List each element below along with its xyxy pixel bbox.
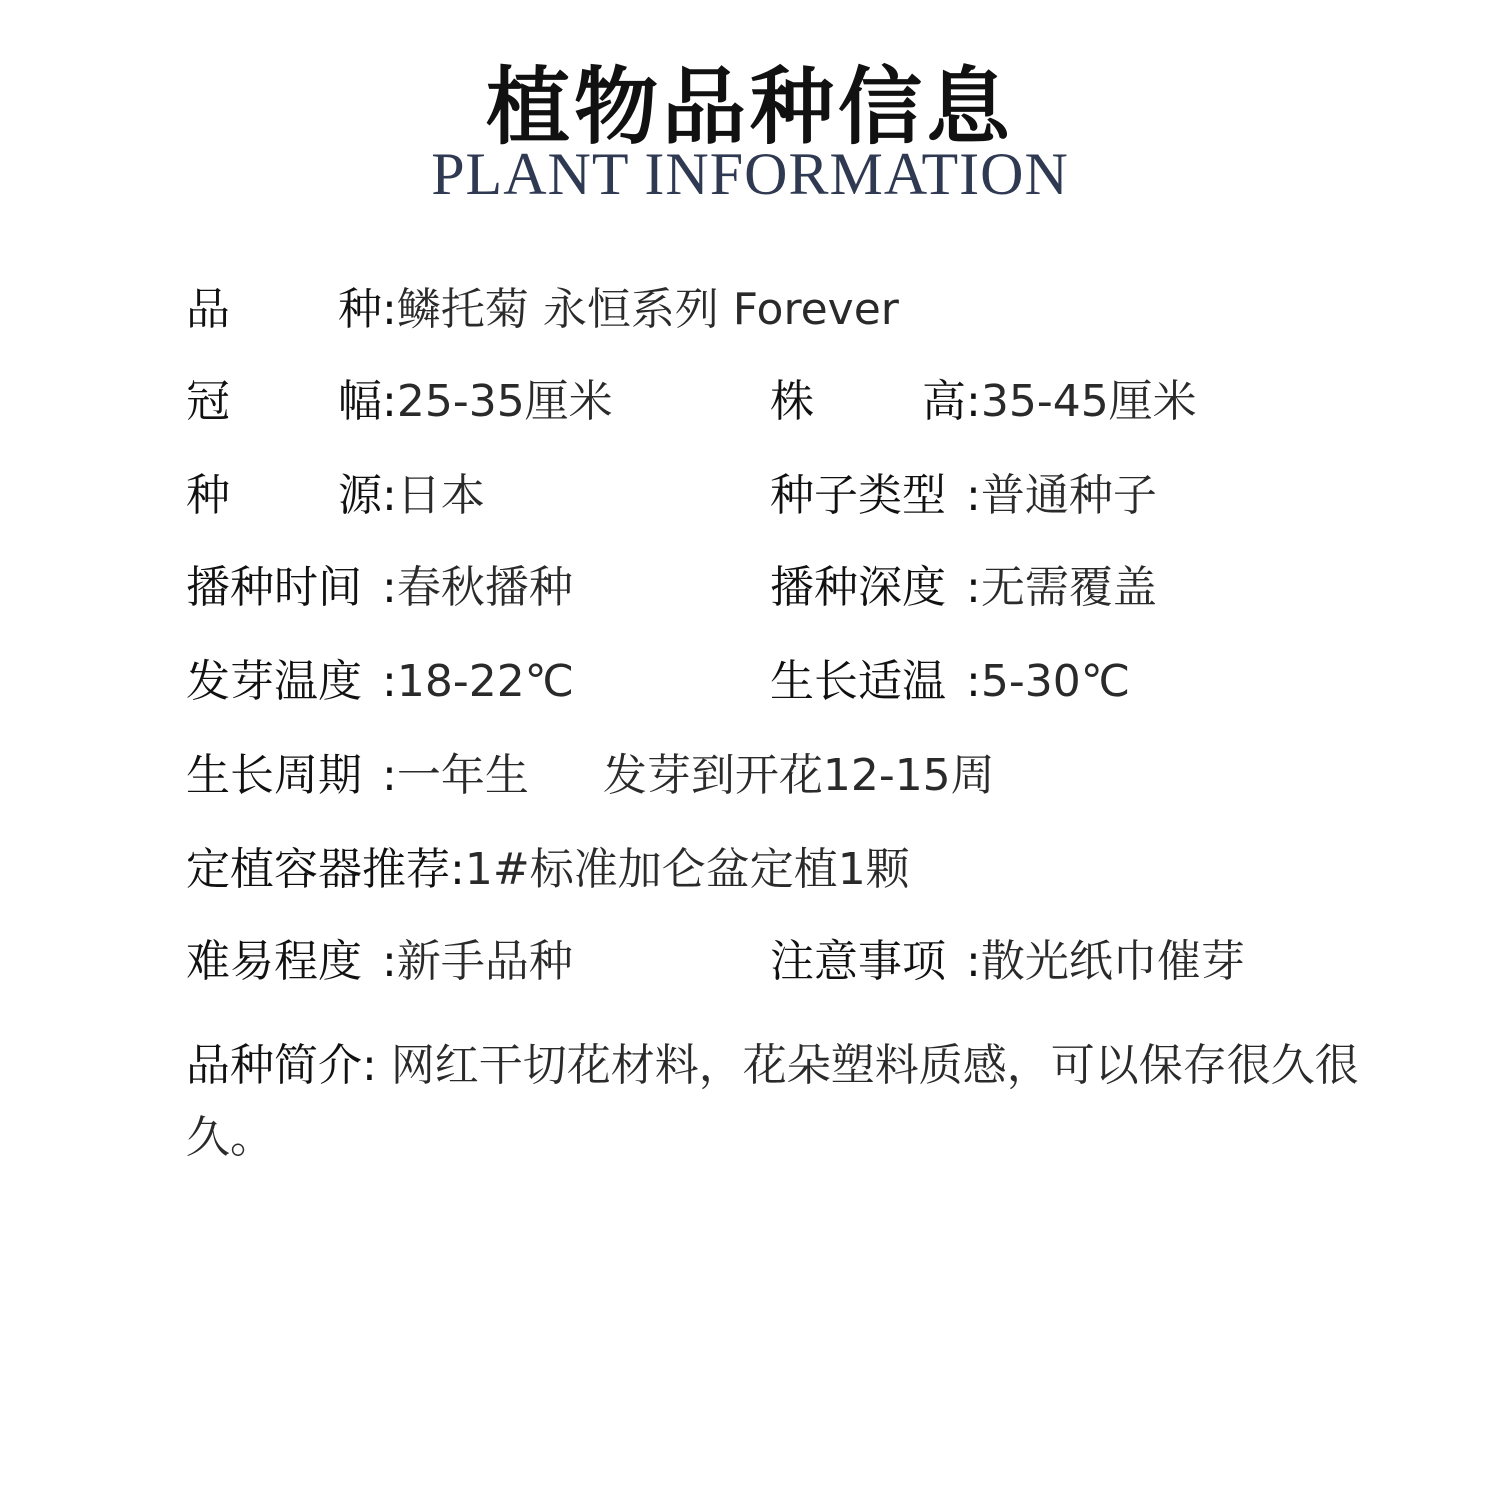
field-seed-type-label: 种子类型 bbox=[770, 470, 946, 521]
field-height-value: 35-45厘米 bbox=[980, 376, 1197, 427]
colon: : bbox=[382, 750, 397, 801]
page-title: 植物品种信息 bbox=[485, 58, 1014, 156]
field-germ-temp-label: 发芽温度 bbox=[186, 656, 362, 707]
field-germ-temp bbox=[186, 656, 575, 707]
page-subtitle: PLANT INFORMATION bbox=[431, 141, 1069, 207]
colon: : bbox=[966, 656, 981, 707]
colon: : bbox=[966, 376, 981, 427]
colon: : bbox=[382, 936, 397, 987]
field-sowing-depth-value: 无需覆盖 bbox=[980, 562, 1157, 613]
field-origin bbox=[186, 470, 485, 521]
field-cycle-value-a: 一年生 bbox=[396, 750, 529, 801]
field-cycle bbox=[186, 750, 995, 801]
colon: : bbox=[382, 656, 397, 707]
field-germ-temp-value: 18-22℃ bbox=[396, 656, 575, 707]
field-container bbox=[186, 844, 910, 895]
field-sowing-time-label: 播种时间 bbox=[186, 562, 362, 613]
field-sowing-depth bbox=[770, 562, 1157, 613]
colon: : bbox=[382, 470, 397, 521]
colon: : bbox=[382, 284, 397, 335]
field-origin-value: 日本 bbox=[396, 470, 485, 521]
field-grow-temp bbox=[770, 656, 1131, 707]
colon: : bbox=[450, 844, 465, 895]
field-spread-value: 25-35厘米 bbox=[396, 376, 613, 427]
field-difficulty bbox=[186, 936, 573, 987]
field-spread bbox=[186, 376, 613, 427]
field-height bbox=[770, 376, 1197, 427]
field-container-value: 1#标准加仑盆定植1颗 bbox=[464, 844, 910, 895]
field-intro bbox=[186, 1030, 1366, 1174]
field-sowing-time-value: 春秋播种 bbox=[396, 562, 573, 613]
field-seed-type-value: 普通种子 bbox=[980, 470, 1157, 521]
field-grow-temp-label: 生长适温 bbox=[770, 656, 946, 707]
field-seed-type bbox=[770, 470, 1157, 521]
field-notes-label: 注意事项 bbox=[770, 936, 946, 987]
colon: : bbox=[382, 562, 397, 613]
field-intro-label: 品种简介 bbox=[186, 1040, 362, 1091]
colon: : bbox=[382, 376, 397, 427]
field-variety-value: 鳞托菊 永恒系列 Forever bbox=[396, 284, 899, 335]
field-difficulty-value: 新手品种 bbox=[396, 936, 573, 987]
field-sowing-time bbox=[186, 562, 573, 613]
field-height-label: 株 高 bbox=[770, 376, 966, 427]
field-container-label: 定植容器推荐 bbox=[186, 844, 450, 895]
field-variety-label: 品 种 bbox=[186, 284, 382, 335]
field-cycle-label: 生长周期 bbox=[186, 750, 362, 801]
field-spread-label: 冠 幅 bbox=[186, 376, 382, 427]
colon: : bbox=[966, 470, 981, 521]
field-difficulty-label: 难易程度 bbox=[186, 936, 362, 987]
colon: : bbox=[966, 562, 981, 613]
field-grow-temp-value: 5-30℃ bbox=[980, 656, 1131, 707]
field-notes-value: 散光纸巾催芽 bbox=[980, 936, 1245, 987]
field-sowing-depth-label: 播种深度 bbox=[770, 562, 946, 613]
field-origin-label: 种 源 bbox=[186, 470, 382, 521]
field-variety bbox=[186, 284, 899, 335]
field-cycle-value-b: 发芽到开花12-15周 bbox=[602, 750, 995, 801]
colon: : bbox=[966, 936, 981, 987]
field-intro-colon: : bbox=[362, 1040, 391, 1091]
field-notes bbox=[770, 936, 1245, 987]
field-intro-value: 网红干切花材料，花朵塑料质感，可以保存很久很久。 bbox=[186, 1040, 1359, 1163]
